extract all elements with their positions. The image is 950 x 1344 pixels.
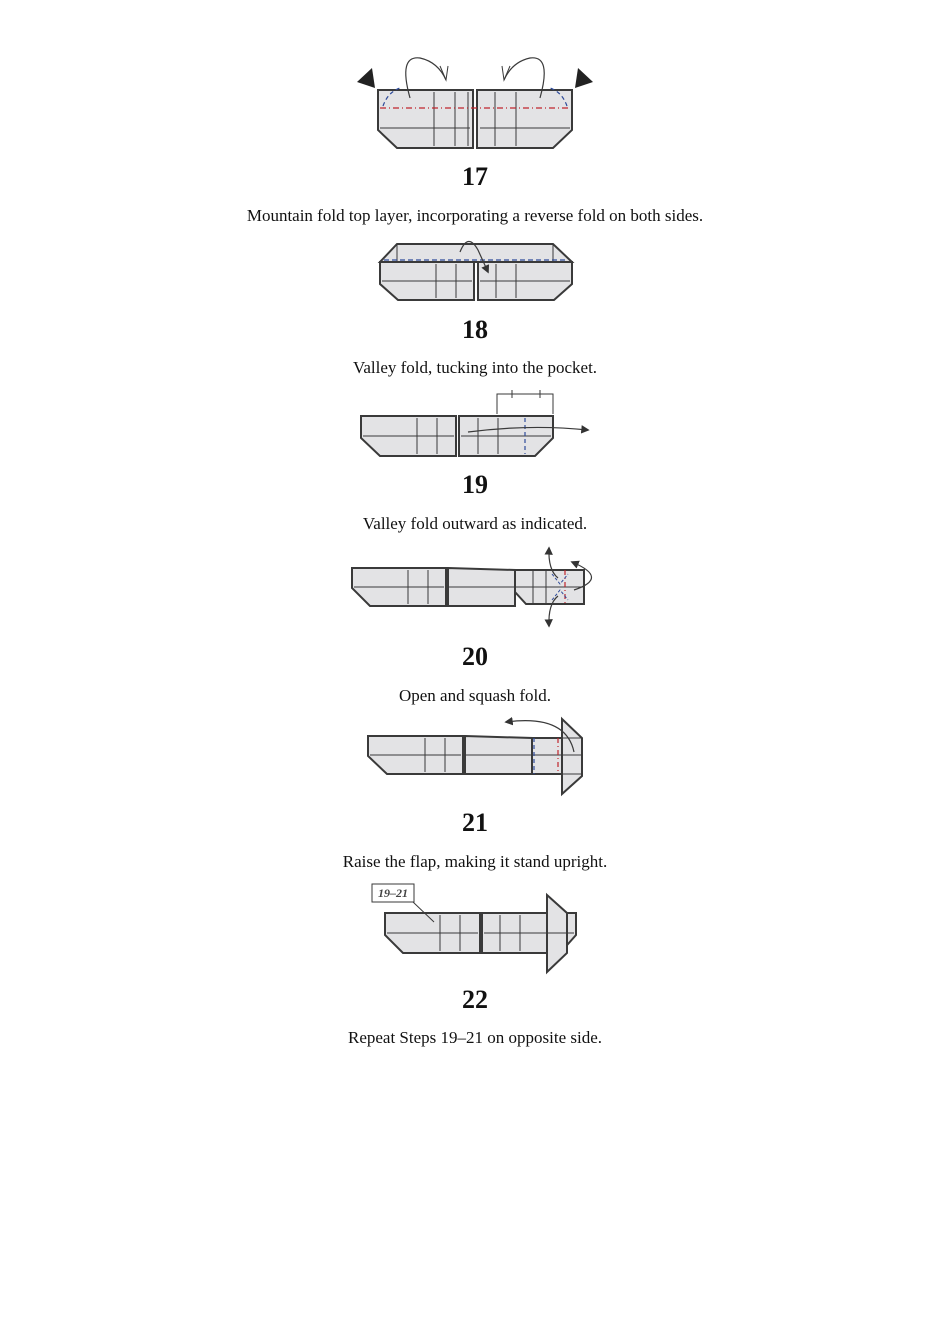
step-19-diagram [361,390,588,456]
step-20-diagram [352,548,592,626]
step-caption: Valley fold outward as indicated. [362,514,588,533]
step-21-diagram [368,719,582,794]
step-number: 22 [462,985,488,1014]
step-caption: Raise the flap, making it stand upright. [342,852,608,871]
repeat-reference-label: 19–21 [378,886,408,900]
step-caption: Valley fold, tucking into the pocket. [352,358,598,377]
step-number: 18 [462,315,488,344]
step-number: 17 [462,162,488,191]
step-17-diagram [357,58,593,148]
step-number: 19 [462,470,488,499]
step-number: 20 [462,642,488,671]
step-caption: Open and squash fold. [398,686,552,705]
step-18-diagram [380,241,572,300]
step-caption: Mountain fold top layer, incorporating a reverse fold on both sides. [246,206,704,225]
step-caption: Repeat Steps 19–21 on opposite side. [347,1028,603,1047]
step-number: 21 [462,808,488,837]
